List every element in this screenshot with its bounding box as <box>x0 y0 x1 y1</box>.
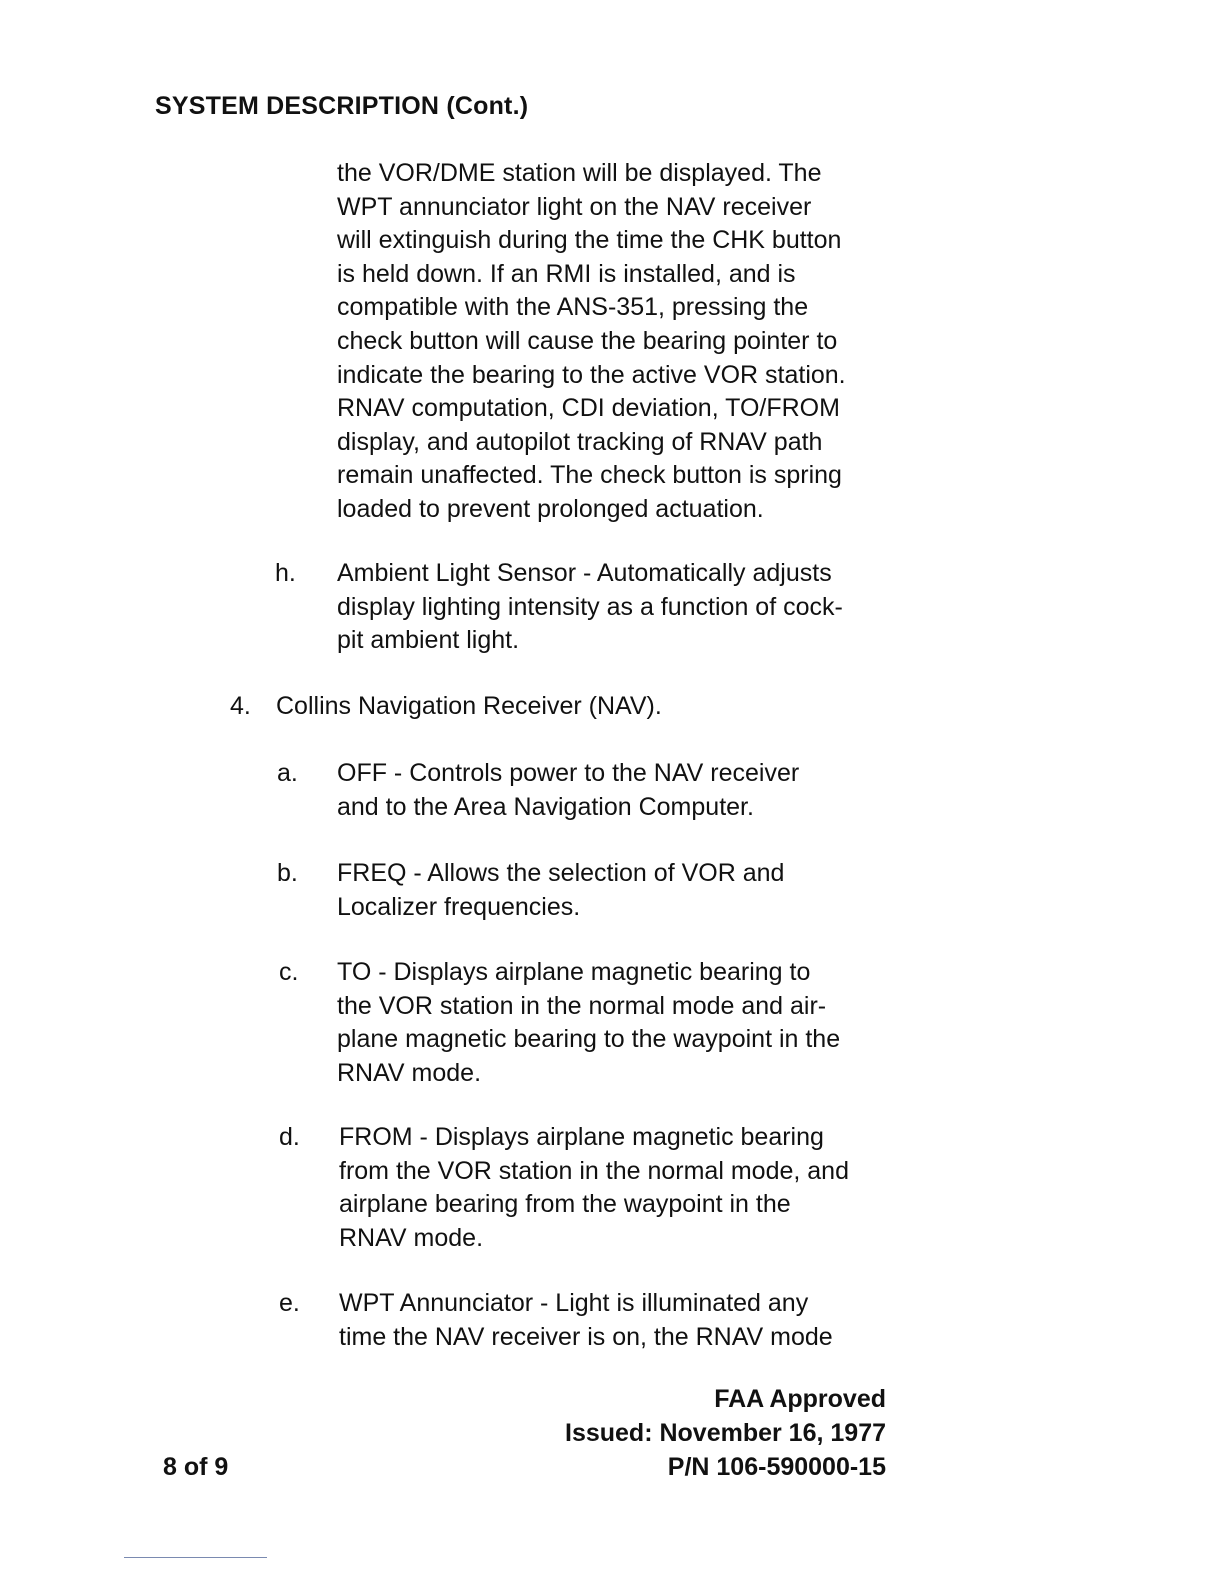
continuation-paragraph <box>337 157 882 527</box>
list-marker-c: c. <box>279 958 299 986</box>
item-a-text <box>337 757 799 824</box>
item-d-text <box>339 1121 849 1255</box>
text-line: WPT annunciator light on the NAV receiver <box>337 192 812 221</box>
text-line: Ambient Light Sensor - Automatically adjusts <box>337 559 832 587</box>
part-number: P/N 106-590000-15 <box>667 1453 886 1481</box>
text-line: Collins Navigation Receiver (NAV). <box>276 692 662 720</box>
text-line: compatible with the ANS-351, pressing the <box>337 293 809 322</box>
text-line: will extinguish during the time the CHK button <box>337 226 842 255</box>
text-line: is held down. If an RMI is installed, and is <box>337 259 796 288</box>
text-line: and to the Area Navigation Computer. <box>337 792 754 821</box>
item-e-text <box>339 1287 833 1354</box>
list-marker-e: e. <box>279 1289 300 1317</box>
item-b-text <box>337 857 784 924</box>
text-line: from the VOR station in the normal mode, and <box>339 1156 849 1185</box>
list-marker-h: h. <box>275 559 296 587</box>
text-line: remain unaffected. The check button is spring <box>337 461 842 490</box>
text-line: the VOR/DME station will be displayed. The <box>337 159 822 187</box>
text-line: display lighting intensity as a function of cock- <box>337 592 843 621</box>
text-line: display, and autopilot tracking of RNAV path <box>337 427 823 456</box>
page-title: SYSTEM DESCRIPTION (Cont.) <box>155 92 529 120</box>
text-line: pit ambient light. <box>337 626 520 655</box>
text-line: RNAV mode. <box>337 1058 482 1087</box>
text-line: FREQ - Allows the selection of VOR and <box>337 859 785 887</box>
list-marker-d: d. <box>279 1123 300 1151</box>
text-line: airplane bearing from the waypoint in the <box>339 1190 791 1219</box>
section-number: 4. <box>230 692 251 720</box>
text-line: the VOR station in the normal mode and air- <box>337 991 827 1020</box>
bottom-rule <box>124 1557 267 1558</box>
text-line: check button will cause the bearing pointer to <box>337 326 838 355</box>
text-line: plane magnetic bearing to the waypoint in the <box>337 1025 841 1054</box>
section-title <box>276 690 662 724</box>
text-line: Localizer frequencies. <box>337 892 581 921</box>
list-marker-b: b. <box>277 859 298 887</box>
text-line: RNAV mode. <box>339 1223 484 1252</box>
faa-approved: FAA Approved <box>714 1385 886 1413</box>
text-line: indicate the bearing to the active VOR station. <box>337 360 846 389</box>
text-line: time the NAV receiver is on, the RNAV mode <box>339 1322 833 1351</box>
footer-approval-block <box>565 1382 886 1484</box>
issued-date: Issued: November 16, 1977 <box>565 1419 886 1447</box>
text-line: OFF - Controls power to the NAV receiver <box>337 759 800 787</box>
item-h-text <box>337 557 843 658</box>
list-marker-a: a. <box>277 759 298 787</box>
item-c-text <box>337 956 840 1090</box>
page-number: 8 of 9 <box>163 1453 229 1481</box>
text-line: loaded to prevent prolonged actuation. <box>337 494 764 523</box>
text-line: FROM - Displays airplane magnetic bearing <box>339 1123 824 1151</box>
text-line: RNAV computation, CDI deviation, TO/FROM <box>337 394 840 423</box>
text-line: TO - Displays airplane magnetic bearing to <box>337 958 811 986</box>
text-line: WPT Annunciator - Light is illuminated any <box>339 1289 809 1317</box>
